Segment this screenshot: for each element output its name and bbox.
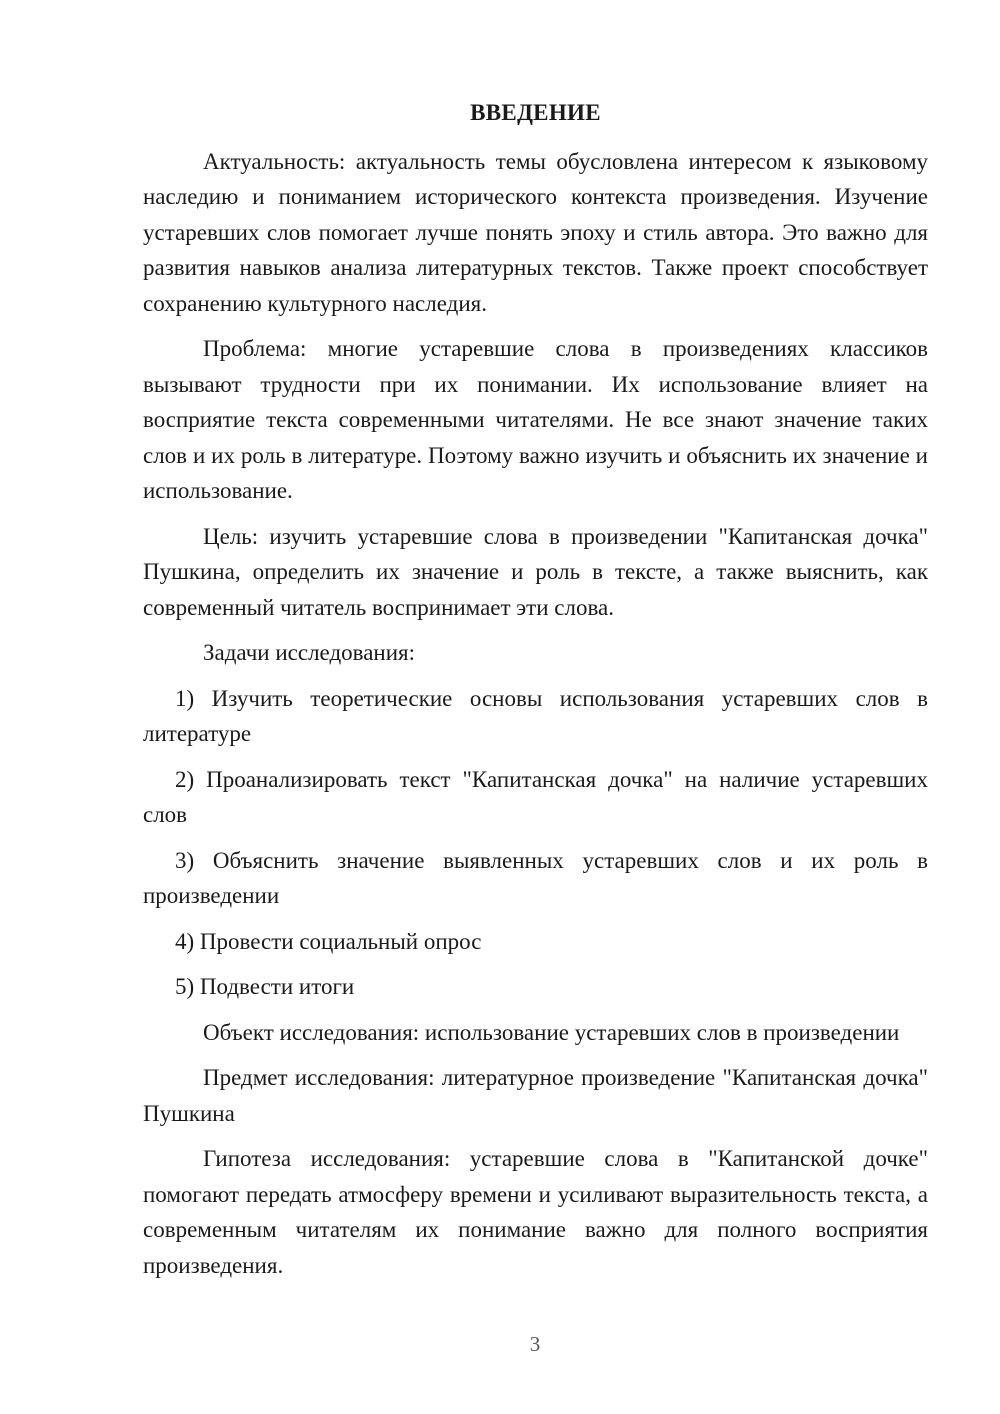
paragraph-subject: Предмет исследования: литературное произведение "Капитанская дочка" Пушкина — [143, 1065, 928, 1126]
task-item: 2) Проанализировать текст "Капитанская дочка" на наличие устаревших слов — [143, 766, 928, 827]
paragraph-problem: Проблема: многие устаревшие слова в произведениях классиков вызывают трудности при их понимании. Их использование влияет на восприятие текста современными читателями. Не все знают значение таких слов и их роль в литературе. Поэтому важно изучить и объяснить их значение и использование. — [143, 336, 928, 503]
tasks-list — [143, 681, 928, 1005]
task-item: 1) Изучить теоретические основы использования устаревших слов в литературе — [143, 685, 928, 746]
document-page — [143, 95, 928, 1293]
paragraph-hypothesis: Гипотеза исследования: устаревшие слова в "Капитанской дочке" помогают передать атмосферу времени и усиливают выразительность текста, а современным читателям их понимание важно для полного восприятия произведения. — [143, 1146, 928, 1278]
task-item: 5) Подвести итоги — [175, 974, 355, 999]
paragraph-goal: Цель: изучить устаревшие слова в произведении "Капитанская дочка" Пушкина, определить их значение и роль в тексте, а также выяснить, как современный читатель воспринимает эти слова. — [143, 523, 928, 620]
task-item: 4) Провести социальный опрос — [175, 928, 482, 954]
page-number: 3 — [529, 1332, 541, 1356]
section-heading: ВВЕДЕНИЕ — [470, 100, 601, 125]
task-item: 3) Объяснить значение выявленных устаревших слов и их роль в произведении — [143, 847, 928, 908]
paragraph-object: Объект исследования: использование устаревших слов в произведении — [203, 1019, 900, 1045]
paragraph-relevance: Актуальность: актуальность темы обусловлена интересом к языковому наследию и пониманием исторического контекста произведения. Изучение устаревших слов помогает лучше понять эпоху и стиль автора. Это важно для развития навыков анализа литературных текстов. Также проект способствует сохранению культурного наследия. — [143, 148, 928, 316]
paragraph-tasks-title: Задачи исследования: — [203, 640, 416, 665]
